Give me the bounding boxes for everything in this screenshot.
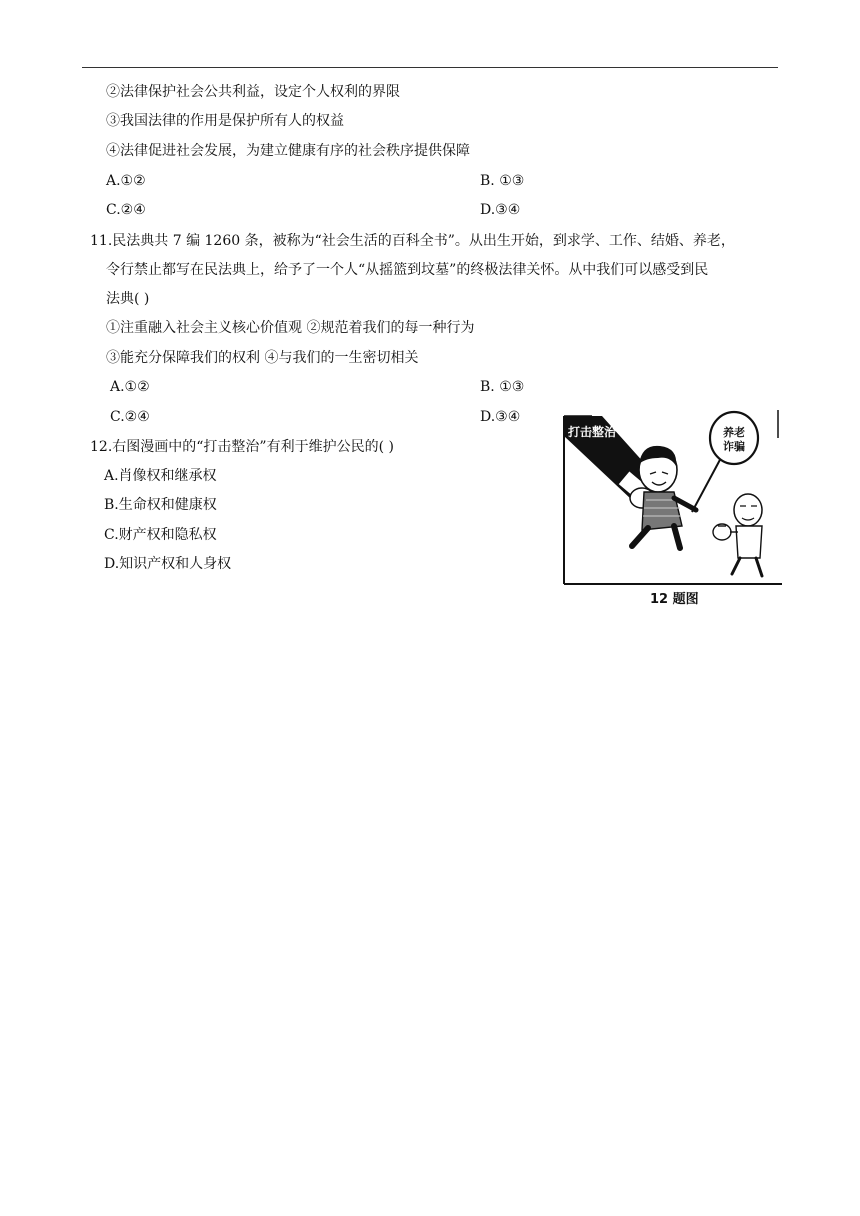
q10-item-2: ②法律保护社会公共利益，设定个人权利的界限: [106, 84, 400, 100]
sign-text-line-2: 诈骗: [723, 440, 745, 453]
q12-option-c[interactable]: C.财产权和隐私权: [104, 527, 217, 543]
q12-option-a[interactable]: A.肖像权和继承权: [104, 468, 217, 484]
q11-stem-line-2: 令行禁止都写在民法典上，给予了一个人“从摇篮到坟墓”的终极法律关怀。从中我们可以感受到民: [106, 262, 709, 278]
sleeve-label: 打击整治: [568, 425, 617, 439]
q10-item-4: ④法律促进社会发展，为建立健康有序的社会秩序提供保障: [106, 143, 470, 159]
header-rule: [82, 67, 778, 68]
q11-items-line-2: ③能充分保障我们的权利 ④与我们的一生密切相关: [106, 350, 419, 366]
q10-option-a[interactable]: A.①②: [106, 173, 146, 189]
figure-caption: 12 题图: [650, 592, 699, 607]
q11-items-line-1: ①注重融入社会主义核心价值观 ②规范着我们的每一种行为: [106, 320, 475, 336]
q10-option-c[interactable]: C.②④: [106, 202, 146, 218]
q11-stem-line-3: 法典( ): [106, 291, 150, 307]
q10-option-b[interactable]: B. ①③: [480, 173, 525, 189]
q11-option-a[interactable]: A.①②: [110, 379, 150, 395]
q12-option-d[interactable]: D.知识产权和人身权: [104, 556, 232, 572]
cartoon-figure: [562, 408, 784, 586]
q12-option-b[interactable]: B.生命权和健康权: [104, 497, 217, 513]
q11-stem-line-1: 11.民法典共 7 编 1260 条，被称为“社会生活的百科全书”。从出生开始，到求学、工作、结婚、养老，: [90, 233, 735, 249]
q10-option-d[interactable]: D.③④: [480, 202, 521, 218]
q11-option-d[interactable]: D.③④: [480, 409, 521, 425]
sign-text-line-1: 养老: [723, 426, 745, 439]
q10-item-3: ③我国法律的作用是保护所有人的权益: [106, 113, 344, 129]
q11-option-b[interactable]: B. ①③: [480, 379, 525, 395]
q11-option-c[interactable]: C.②④: [110, 409, 150, 425]
q12-stem: 12.右图漫画中的“打击整治”有利于维护公民的( ): [90, 439, 394, 455]
